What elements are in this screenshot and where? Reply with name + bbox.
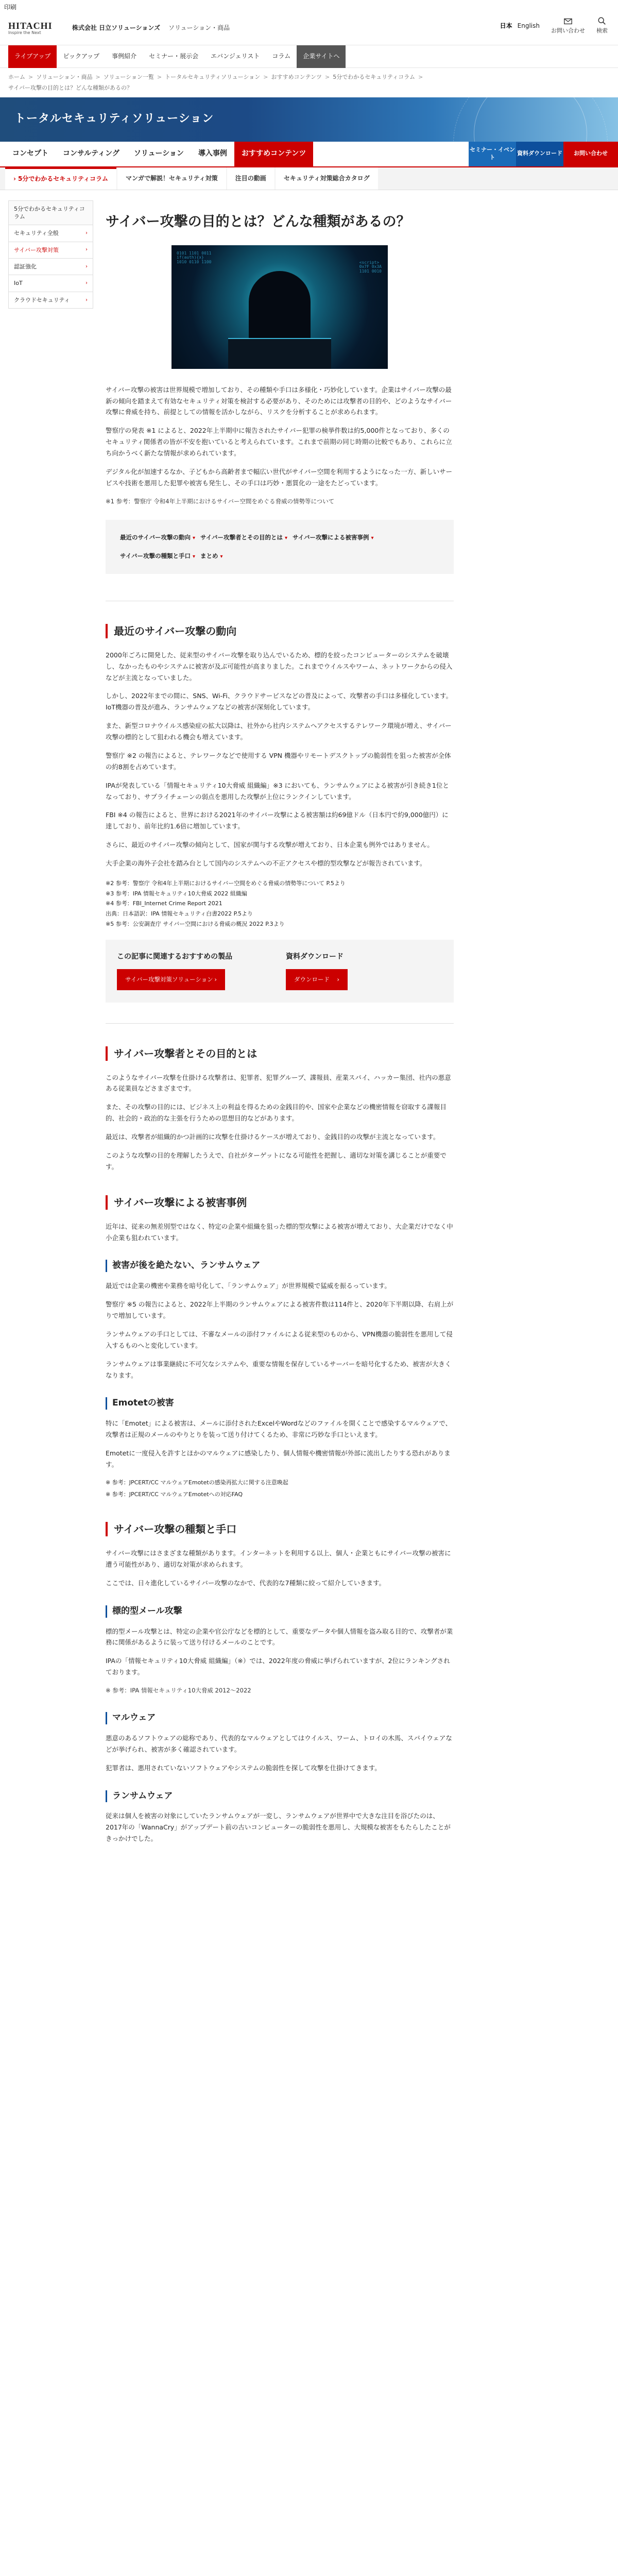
- toc-label: サイバー攻撃者とその目的とは: [200, 533, 283, 541]
- toc-label: サイバー攻撃の種類と手口: [120, 552, 191, 560]
- download-doc-button[interactable]: [286, 969, 348, 990]
- body-paragraph: 近年は、従来の無差別型ではなく、特定の企業や組織を狙った標的型攻撃による被害が増えており、大企業だけでなく中小企業も狙われています。: [106, 1222, 453, 1242]
- download-col: [286, 952, 442, 990]
- sidebar-head[interactable]: [8, 200, 93, 225]
- footnote[interactable]: 出典：日本語訳：IPA 情報セキュリティ白書2022 P.5より: [106, 910, 253, 918]
- sidebar-item-label: サイバー攻撃対策: [14, 246, 59, 253]
- gnav-item-seminars[interactable]: セミナー・展示会: [149, 53, 199, 60]
- toc-label: 最近のサイバー攻撃の動向: [120, 533, 191, 541]
- footnote[interactable]: ※3 参考：IPA 情報セキュリティ10大脅威 2022 組織編: [106, 890, 247, 897]
- breadcrumb-total-security[interactable]: トータルセキュリティソリューション: [165, 74, 261, 80]
- chevron-right-icon: ›: [337, 976, 339, 984]
- tab-security-column[interactable]: [5, 167, 116, 190]
- body-paragraph: また、その攻撃の目的には、ビジネス上の利益を得るための金銭目的や、国家や企業などの機密情報を窃取する諜報目的、社会的・政治的な主張を行うための思想目的などがあります。: [106, 1103, 447, 1123]
- print-label: 印刷: [4, 4, 17, 11]
- sidebar-item-cyber[interactable]: [8, 242, 93, 258]
- section-title: サイバー攻撃者とその目的とは: [106, 1046, 454, 1061]
- chevron-right-icon: ›: [85, 247, 88, 253]
- chevron-down-icon: ▾: [192, 535, 195, 541]
- footnote[interactable]: ※2 参考：警察庁 令和4年上半期におけるサイバー空間をめぐる脅威の情勢等について P.5より: [106, 879, 346, 887]
- sidebar-item-cloud[interactable]: [8, 292, 93, 309]
- body-paragraph: このようなサイバー攻撃を仕掛ける攻撃者は、犯罪者、犯罪グループ、諜報員、産業スパイ、ハッカー集団、社内の悪意ある従業員などさまざまです。: [106, 1073, 451, 1093]
- toc-item[interactable]: [293, 530, 374, 545]
- mail-icon: [563, 16, 573, 26]
- section-name[interactable]: ソリューション・商品: [168, 24, 230, 31]
- button-label: サイバー攻撃対策ソリューション: [125, 976, 213, 984]
- sidebar-item-label: セキュリティ全般: [14, 230, 59, 237]
- subsection-title: マルウェア: [106, 1712, 454, 1724]
- chevron-right-icon: ›: [85, 280, 88, 286]
- subsection-title: 標的型メール攻撃: [106, 1605, 454, 1618]
- search-link[interactable]: [596, 16, 608, 36]
- related-products-box: [106, 940, 454, 1003]
- arrow-icon: ›: [13, 175, 16, 182]
- related-product-title: この記事に関連するおすすめの製品: [117, 952, 233, 961]
- section-title: サイバー攻撃による被害事例: [106, 1195, 454, 1210]
- toc-item[interactable]: [200, 530, 287, 545]
- sidebar-item-auth[interactable]: [8, 258, 93, 275]
- body-paragraph: 犯罪者は、悪用されていないソフトウェアやシステムの脆弱性を探して攻撃を仕掛けてきます。: [106, 1764, 381, 1772]
- tab-label: マンガで解説！セキュリティ対策: [125, 174, 218, 182]
- intro-paragraph: 警察庁の発表 ※1 によると、2022年上半期中に報告されたサイバー犯罪の検挙件数は約5,000件となっており、多くのセキュリティ関係者の皆が不安を抱いていると考えられています。これまで前期の同じ時期の比較でもあり、これらに立ち向かうべく新たな情報が求められています。: [106, 427, 452, 457]
- contact-button[interactable]: お問い合わせ: [563, 142, 618, 166]
- toc-item[interactable]: [200, 549, 272, 564]
- tab-label: セキュリティ対策総合カタログ: [283, 174, 370, 182]
- body-paragraph: IPAの「情報セキュリティ10大脅威 組織編」（※）では、2022年度の脅威に挙げられていますが、2位にランキングされております。: [106, 1657, 450, 1676]
- chevron-right-icon: ›: [214, 976, 217, 984]
- body-paragraph: IPAが発表している「情報セキュリティ10大脅威 組織編」※3 においても、ランサムウェアによる被害が引き続き1位となっており、サプライチェーンの弱点を悪用した攻撃が上位にランクインしています。: [106, 781, 449, 801]
- body-paragraph: 大手企業の海外子会社を踏み台として国内のシステムへの不正アクセスや標的型攻撃などが報告されています。: [106, 859, 426, 868]
- button-label: ダウンロード: [294, 976, 330, 984]
- intro-footnote: ※1 参考：警察庁 令和4年上半期におけるサイバー空間をめぐる脅威の情勢等について: [106, 497, 335, 505]
- body-paragraph: 警察庁 ※2 の報告によると、テレワークなどで使用する VPN 機器やリモートデスクトップの脆弱性を狙った被害が全体の約8割を占めています。: [106, 751, 451, 771]
- body-paragraph: 従来は個人を被害の対象にしていたランサムウェアが一変し、ランサムウェアが世界中で大きな注目を浴びたのは、2017年の「WannaCry」がアップデート前の古いコンピューターの脆弱性を悪用し、大規模な被害をもたらしたことがきっかけでした。: [106, 1812, 451, 1843]
- search-icon: [597, 16, 607, 26]
- pnav-cases[interactable]: 導入事例: [198, 149, 227, 158]
- seminar-button[interactable]: セミナー・イベント: [469, 142, 516, 166]
- chevron-right-icon: ›: [85, 263, 88, 269]
- body-paragraph: 悪意のあるソフトウェアの総称であり、代表的なマルウェアとしてはウイルス、ワーム、トロイの木馬、スパイウェアなどが挙げられ、被害が多く確認されています。: [106, 1734, 452, 1753]
- toc-label: まとめ: [200, 552, 218, 560]
- sidebar-item-iot[interactable]: [8, 275, 93, 291]
- footnote[interactable]: ※4 参考：FBI_Internet Crime Report 2021: [106, 900, 222, 907]
- breadcrumb-home[interactable]: ホーム: [8, 74, 25, 80]
- body-paragraph: さらに、最近のサイバー攻撃の傾向として、国家が関与する攻撃が増えており、日本企業も例外ではありません。: [106, 841, 434, 849]
- gnav-item-cases[interactable]: 事例紹介: [112, 53, 137, 60]
- body-paragraph: しかし、2022年までの間に、SNS、Wi-Fi、クラウドサービスなどの普及によって、攻撃者の手口は多様化しています。IoT機器の普及が進み、ランサムウェアなどの被害が深刻化しています。: [106, 692, 453, 711]
- intro-paragraph: サイバー攻撃の被害は世界規模で増加しており、その種類や手口は多様化・巧妙化しています。企業はサイバー攻撃の最新の傾向を踏まえて有効なセキュリティ対策を検討する必要があり、そのためには攻撃者の目的や、どのようなサイバー攻撃に脅威を持ち、前提としての情報を活かしながら、リスクを分析することが求められます。: [106, 385, 452, 416]
- contact-link[interactable]: [551, 16, 585, 36]
- related-product-button[interactable]: [117, 969, 225, 990]
- body-paragraph: ランサムウェアは事業継続に不可欠なシステムや、重要な情報を保存しているサーバーを暗号化するため、被害が大きくなります。: [106, 1360, 452, 1379]
- chevron-down-icon: ▾: [284, 535, 287, 541]
- reference-link[interactable]: ※ 参考：JPCERT/CC マルウェアEmotetの感染再拡大に関する注意喚起: [106, 1479, 288, 1486]
- gnav-item-column[interactable]: コラム: [272, 53, 291, 60]
- chevron-down-icon: ▾: [220, 554, 223, 560]
- toc-item[interactable]: [120, 549, 195, 564]
- reference-link[interactable]: ※ 参考：JPCERT/CC マルウェアEmotetへの対応FAQ: [106, 1490, 243, 1498]
- sidebar-item-label: 認証強化: [14, 263, 37, 270]
- lang-ja[interactable]: 日本: [500, 22, 512, 30]
- site-header: [0, 11, 618, 45]
- search-label: 検索: [596, 27, 608, 34]
- reference-note[interactable]: ※ 参考：IPA 情報セキュリティ10大脅威 2012〜2022: [106, 1687, 251, 1694]
- body-paragraph: 標的型メール攻撃とは、特定の企業や官公庁などを標的として、重要なデータや個人情報を盗み取る目的で、攻撃者が業務に関係があるように装って送り付けるメールのことです。: [106, 1627, 453, 1647]
- body-paragraph: また、新型コロナウイルス感染症の拡大以降は、社外から社内システムへアクセスするテレワーク環境が増え、サイバー攻撃の標的として狙われる機会も増えています。: [106, 722, 452, 741]
- table-of-contents: [106, 520, 454, 574]
- sidebar-item-label: IoT: [14, 280, 23, 287]
- sidebar-item-general[interactable]: [8, 225, 93, 241]
- tab-catalog[interactable]: [276, 167, 378, 190]
- toc-label: サイバー攻撃による被害事例: [293, 533, 369, 541]
- download-button[interactable]: 資料ダウンロード: [516, 142, 563, 166]
- tab-manga[interactable]: [117, 167, 226, 190]
- body-paragraph: 最近は、攻撃者が組織的かつ計画的に攻撃を仕掛けるケースが増えており、金銭目的の攻撃が主流となっています。: [106, 1133, 440, 1141]
- gnav-item-evangelists[interactable]: エバンジェリスト: [211, 53, 260, 60]
- logo-tagline: Inspire the Next: [8, 30, 41, 35]
- global-nav: [0, 45, 618, 68]
- hacker-image: 0101 1101 0011 if(auth){x} 1010 0110 1100 <script> 0x7F 0x3A 1101 0010: [171, 245, 388, 369]
- body-paragraph: 警察庁 ※5 の報告によると、2022年上半期のランサムウェアによる被害件数は114件と、2020年下半期以降、右肩上がりで増加しています。: [106, 1300, 454, 1320]
- tab-label: 5分でわかるセキュリティコラム: [18, 175, 108, 182]
- footnote[interactable]: ※5 参考：公安調査庁 サイバー空間における脅威の概況 2022 P.3より: [106, 921, 285, 928]
- subsection-title: ランサムウェア: [106, 1790, 454, 1803]
- body-paragraph: ランサムウェアの手口としては、不審なメールの添付ファイルによる従来型のものから、VPN機器の脆弱性を悪用して侵入するものへと変化しています。: [106, 1330, 453, 1349]
- globe-decoration-inner: [474, 97, 587, 142]
- article: [106, 200, 454, 1852]
- section-title: サイバー攻撃の種類と手口: [106, 1522, 454, 1536]
- subsection-title: 被害が後を絶たない、ランサムウェア: [106, 1260, 454, 1272]
- subsection-title: Emotetの被害: [106, 1397, 454, 1410]
- hitachi-logo[interactable]: [8, 21, 65, 36]
- intro-paragraph: デジタル化が加速するなか、子どもから高齢者まで幅広い世代がサイバー空間を利用するようになった一方、新しいサービスや技術を悪用した犯罪や被害も発生し、その手口は巧妙・悪質化の一途をたどっています。: [106, 467, 453, 487]
- body-paragraph: ここでは、日々進化しているサイバー攻撃のなかで、代表的な7種類に絞って紹介していきます。: [106, 1579, 386, 1587]
- breadcrumb-solutions[interactable]: ソリューション・商品: [36, 74, 93, 80]
- tab-label: 注目の動画: [235, 174, 266, 182]
- breadcrumb-column[interactable]: 5分でわかるセキュリティコラム: [333, 74, 416, 80]
- pnav-solution[interactable]: ソリューション: [133, 149, 184, 158]
- body-paragraph: 2000年ごろに開発した、従来型のサイバー攻撃を取り込んでいるため、標的を絞ったコンピューターのシステムを破壊し、なかったものやシステムに被害が及ぶ可能性が高まりました。これまでウイルスやワーム、ネットワークからの侵入などが主流となっていました。: [106, 651, 453, 682]
- chevron-down-icon: ▾: [371, 535, 374, 541]
- gnav-item-corporate[interactable]: 企業サイトへ: [297, 45, 346, 68]
- pnav-consulting[interactable]: コンサルティング: [63, 149, 119, 158]
- chevron-down-icon: ▾: [192, 554, 195, 560]
- body-paragraph: 最近では企業の機密や業務を暗号化して、「ランサムウェア」が世界規模で猛威を振るっています。: [106, 1282, 391, 1290]
- body-paragraph: このような攻撃の目的を理解したうえで、自社がターゲットになる可能性を把握し、適切な対策を講じることが重要です。: [106, 1151, 447, 1171]
- breadcrumb-solution-list[interactable]: ソリューション一覧: [103, 74, 154, 80]
- hero-banner: [0, 97, 618, 142]
- sidebar: [8, 200, 93, 1852]
- tab-videos[interactable]: [227, 167, 274, 190]
- product-nav: [0, 142, 618, 167]
- body-paragraph: サイバー攻撃にはさまざまな種類があります。インターネットを利用する以上、個人・企業ともにサイバー攻撃の被害に遭う可能性があり、適切な対策が求められます。: [106, 1549, 451, 1569]
- related-product-col: [117, 952, 273, 990]
- download-title: 資料ダウンロード: [286, 952, 344, 961]
- breadcrumb: ホーム > ソリューション・商品 > ソリューション一覧 > トータルセキュリティソリューション > おすすめコンテンツ > 5分でわかるセキュリティコラム >: [0, 68, 618, 83]
- section-title: 最近のサイバー攻撃の動向: [106, 624, 454, 638]
- divider: [106, 1023, 454, 1024]
- sidebar-head-label: 5分でわかるセキュリティコラム: [14, 205, 85, 220]
- body-paragraph: FBI ※4 の報告によると、世界における2021年のサイバー攻撃による被害額は約69億ドル（日本円で約9,000億円）に達しており、前年比約1.6倍に増加しています。: [106, 811, 449, 831]
- pnav-recommended[interactable]: おすすめコンテンツ: [234, 142, 313, 166]
- lang-en[interactable]: English: [517, 22, 540, 30]
- language-switch: [500, 21, 540, 31]
- toc-item[interactable]: [120, 530, 195, 545]
- contact-label: お問い合わせ: [551, 27, 585, 34]
- body-paragraph: Emotetに一度侵入を許すとほかのマルウェアに感染したり、個人情報や機密情報が外部に流出したりする恐れがあります。: [106, 1449, 451, 1468]
- footnotes: [106, 878, 454, 929]
- article-title: サイバー攻撃の目的とは？どんな種類があるの？: [106, 213, 410, 230]
- sidebar-item-label: クラウドセキュリティ: [14, 296, 70, 303]
- breadcrumb-recommended[interactable]: おすすめコンテンツ: [271, 74, 322, 80]
- logo-main-text: HITACHI: [8, 20, 53, 31]
- sub-tabs: [0, 167, 618, 190]
- chevron-right-icon: ›: [85, 297, 88, 303]
- body-paragraph: 特に「Emotet」による被害は、メールに添付されたExcelやWordなどのファイルを開くことで感染するマルウェアで、攻撃者は正規のメールのやりとりを装って送り付けてくるため、非常に巧妙な手口といえます。: [106, 1419, 452, 1439]
- hero-title: トータルセキュリティソリューション: [14, 112, 214, 126]
- company-name[interactable]: 株式会社 日立ソリューションズ: [72, 24, 160, 31]
- gnav-item-pickup[interactable]: ピックアップ: [63, 53, 100, 60]
- gnav-item-lineup[interactable]: ライブアップ: [8, 45, 57, 68]
- pnav-concept[interactable]: コンセプト: [12, 149, 48, 158]
- breadcrumb-current: サイバー攻撃の目的とは？どんな種類があるの？: [8, 84, 133, 92]
- chevron-right-icon: ›: [85, 230, 88, 236]
